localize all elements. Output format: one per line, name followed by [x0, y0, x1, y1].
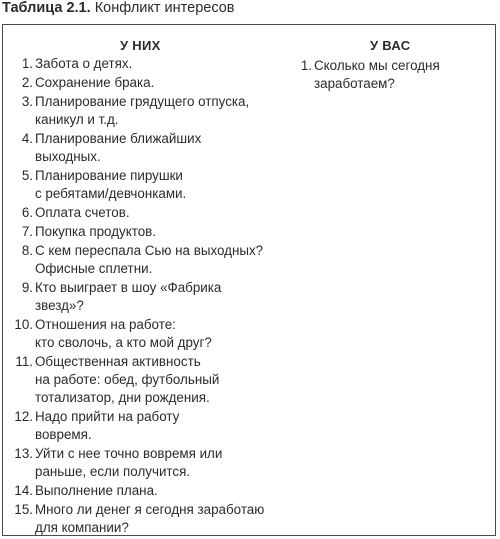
list-item-text: Сколько мы сегодня заработаем?	[314, 58, 440, 91]
list-item	[279, 57, 479, 93]
list-item-number: 8.	[21, 243, 33, 258]
list-item-number: 1.	[21, 56, 33, 71]
list-item	[0, 482, 290, 500]
list-item-number: 12.	[14, 409, 33, 424]
list-item-text: Выполнение плана.	[35, 483, 158, 498]
list-item	[0, 55, 290, 73]
list-item	[0, 316, 290, 352]
list-item	[0, 204, 290, 222]
list-them	[0, 55, 290, 538]
list-item-text: Общественная активность на работе: обед, футбольный тотализатор, дни рождения.	[35, 354, 220, 405]
list-item-number: 13.	[14, 446, 33, 461]
list-item	[0, 408, 290, 444]
list-item-text: Надо прийти на работу вовремя.	[35, 409, 180, 442]
list-item-number: 6.	[21, 205, 33, 220]
list-item	[0, 353, 290, 407]
list-item	[0, 74, 290, 92]
list-item-number: 14.	[14, 483, 33, 498]
list-item	[0, 167, 290, 203]
list-item	[0, 501, 290, 537]
list-item-number: 10.	[14, 317, 33, 332]
list-item	[0, 93, 290, 129]
column-header-them: У НИХ	[120, 38, 161, 53]
list-item-text: Планирование ближайших выходных.	[35, 131, 202, 164]
list-item-number: 4.	[21, 131, 33, 146]
list-you	[279, 57, 479, 94]
list-item-text: Покупка продуктов.	[35, 224, 156, 239]
list-item	[0, 130, 290, 166]
list-item-number: 5.	[21, 168, 33, 183]
list-item-number: 7.	[21, 224, 33, 239]
caption-title: Конфликт интересов	[94, 0, 235, 16]
list-item-number: 15.	[14, 502, 33, 517]
list-item-number: 3.	[21, 94, 33, 109]
list-item-text: Оплата счетов.	[35, 205, 130, 220]
table-caption	[2, 0, 235, 17]
list-item-text: Планирование грядущего отпуска, каникул и т.д.	[35, 94, 250, 127]
list-item-text: Много ли денег я сегодня заработаю для компании?	[35, 502, 265, 535]
list-item-text: Сохранение брака.	[35, 75, 155, 90]
list-item-text: Планирование пирушки с ребятами/девчонками.	[35, 168, 187, 201]
list-item	[0, 242, 290, 278]
list-item	[0, 223, 290, 241]
list-item-text: Уйти с нее точно вовремя или раньше, если получится.	[35, 446, 223, 479]
list-item-text: Забота о детях.	[35, 56, 133, 71]
list-item	[0, 445, 290, 481]
column-header-you: У ВАС	[370, 38, 411, 53]
list-item-text: Кто выиграет в шоу «Фабрика звезд»?	[35, 280, 222, 313]
list-item-number: 1.	[300, 58, 312, 73]
list-item-number: 11.	[15, 354, 33, 369]
list-item	[0, 279, 290, 315]
list-item-text: С кем переспала Сью на выходных? Офисные сплетни.	[35, 243, 264, 276]
caption-label: Таблица 2.1.	[2, 0, 91, 16]
list-item-number: 9.	[21, 280, 33, 295]
list-item-text: Отношения на работе: кто сволочь, а кто мой друг?	[35, 317, 212, 350]
list-item-number: 2.	[21, 75, 33, 90]
